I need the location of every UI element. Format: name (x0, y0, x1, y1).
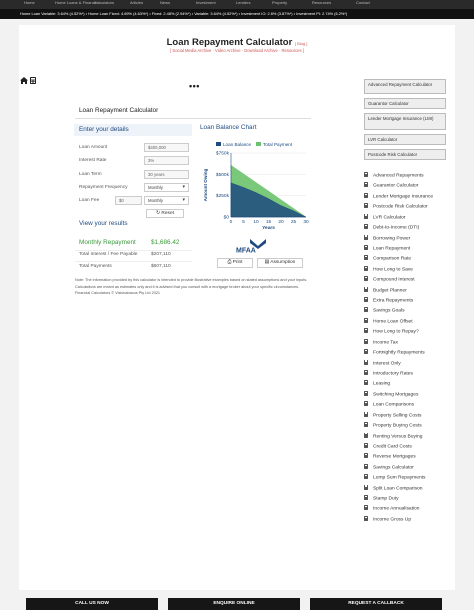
sidebar-link[interactable] (364, 453, 416, 460)
top-nav-item[interactable]: Property (272, 0, 288, 5)
sidebar-link[interactable] (364, 360, 401, 367)
y-axis-label: Amount Owing (203, 168, 208, 202)
sidebar-link-label: Switching Mortgages (373, 392, 419, 398)
sidebar-link[interactable] (364, 474, 425, 481)
loan-fee-input[interactable]: $0 (115, 196, 142, 205)
loan-fee-label: Loan Fee (79, 198, 100, 203)
top-nav-item[interactable]: Home Loans & Finance (55, 0, 97, 5)
enter-details-heading: Enter your details (74, 124, 192, 136)
calculator-icon (364, 380, 368, 385)
sidebar-link[interactable] (364, 516, 411, 523)
sidebar-link[interactable] (364, 245, 410, 252)
calculator-icon (364, 266, 368, 271)
sidebar-link-label: Property Buying Costs (373, 423, 422, 429)
calculator-icon (364, 287, 368, 292)
sidebar-link[interactable] (364, 193, 433, 200)
sidebar-link-label: Loan Comparisons (373, 402, 415, 408)
sidebar-link-label: Advanced Repayments (373, 173, 424, 179)
reset-button[interactable] (146, 209, 184, 218)
calculator-icon (364, 182, 368, 187)
calculator-icon (364, 245, 368, 250)
legend-label: Total Payment (263, 141, 293, 147)
sidebar-link-label: Fortnightly Repayments (373, 350, 425, 356)
top-nav-item[interactable]: News (160, 0, 171, 5)
calculator-icon (364, 203, 368, 208)
sidebar-link[interactable] (364, 380, 390, 387)
sidebar-button[interactable]: LVR Calculator (364, 134, 446, 145)
sidebar-link[interactable] (364, 443, 412, 450)
calculator-icon (364, 433, 368, 438)
sidebar-link-label: Split Loan Comparison (373, 486, 423, 492)
x-tick-label: 5 (242, 220, 245, 225)
sidebar-link-label: Savings Goals (373, 308, 405, 314)
calculator-icon (364, 360, 368, 365)
archive-links[interactable]: [ Social Media Archive · Video Archive · Download Archive · Resources ] (170, 48, 304, 53)
sidebar-link-label: Lender Mortgage Insurance (373, 194, 434, 200)
y-tick-label: $750k (215, 151, 229, 157)
calculator-icon (364, 495, 368, 500)
sidebar-link-label: Leasing (373, 381, 391, 387)
sidebar-link-label: Income Gross Up (373, 517, 412, 523)
disclaimer-note: Note: The information provided by this calculator is intended to provide illustrative examples based on stated assumptions and your inputs. Calculations are meant as estimates only and it is advised that you consult with a mortgage broker about your specific circumstances. Financial Calculators © Visionabacus Pty Ltd 2021 (75, 278, 308, 296)
sidebar-link-label: Guarantor Calculator (373, 183, 419, 189)
sidebar-link[interactable] (364, 276, 415, 283)
calculator-icon (364, 307, 368, 312)
assumption-icon: ▤ (264, 260, 270, 265)
reset-icon: ↻ (156, 211, 161, 216)
sidebar-link[interactable] (364, 214, 406, 221)
x-tick-label: 25 (290, 220, 297, 225)
calculator-icon (364, 453, 368, 458)
calculator-icon (364, 505, 368, 510)
sidebar-link[interactable] (364, 370, 413, 377)
calculator-icon (364, 464, 368, 469)
total-payments-value: $607,110 (151, 264, 171, 269)
calculator-icon (364, 391, 368, 396)
calculator-icon (364, 193, 368, 198)
calculator-icon (364, 276, 368, 281)
sidebar-link[interactable] (364, 485, 422, 492)
site-title (0, 37, 474, 48)
sidebar-link-label: How Long to Save (373, 267, 413, 273)
calculator-icon (364, 516, 368, 521)
top-nav-item[interactable]: Contact (356, 0, 370, 5)
sidebar-link-label: Interest Only (373, 361, 401, 367)
sidebar-link[interactable] (364, 307, 405, 314)
y-tick-label: $500k (215, 172, 229, 178)
legend-swatch (216, 142, 221, 146)
sidebar-link-label: How Long to Repay? (373, 329, 419, 335)
sidebar-link[interactable] (364, 287, 407, 294)
sidebar-link-label: Comparison Rate (373, 256, 412, 262)
sidebar-link[interactable] (364, 328, 419, 335)
sidebar-link-label: Income Annualisation (373, 506, 420, 512)
sidebar-link[interactable] (364, 412, 421, 419)
sidebar-link[interactable] (364, 349, 425, 356)
calculator-icon (364, 485, 368, 490)
mfaa-text: MFAA (236, 247, 256, 253)
sidebar-link[interactable] (364, 172, 424, 179)
mfaa-logo (236, 237, 276, 253)
sidebar-link[interactable] (364, 401, 414, 408)
total-interest-label: Total Interest / Fee Payable (79, 252, 138, 257)
x-tick-label: 10 (253, 220, 259, 225)
sidebar-button[interactable]: Postcode Risk Calculator (364, 149, 446, 160)
print-button[interactable] (217, 258, 253, 268)
sidebar-link-label: Debt-to-Income (DTI) (373, 225, 420, 231)
calculator-icon (364, 370, 368, 375)
sidebar-link-label: Budget Planner (373, 288, 407, 294)
top-navigation (0, 0, 474, 9)
sidebar-link-label: Stamp Duty (373, 496, 399, 502)
calculator-icon (364, 339, 368, 344)
calculator-icon (364, 214, 368, 219)
x-tick-label: 20 (278, 220, 284, 225)
sidebar-link-label: Income Tax (373, 340, 398, 346)
calculator-title: Loan Repayment Calculator (79, 107, 159, 114)
legend-label: Loan Balance (223, 141, 252, 147)
frequency-label: Repayment Frequency (79, 185, 128, 190)
top-nav-item[interactable]: Home (24, 0, 35, 5)
interest-rate-input[interactable]: 3% (144, 156, 189, 165)
calculator-icon (364, 297, 368, 302)
sidebar-link[interactable] (364, 422, 422, 429)
calculator-icon (364, 349, 368, 354)
sidebar-link-label: Postcode Risk Calculator (373, 204, 428, 210)
calculator-icon[interactable] (30, 77, 36, 84)
sidebar-link[interactable] (364, 203, 428, 210)
assumption-label: Assumption (270, 260, 296, 265)
loan-amount-input[interactable]: $400,000 (144, 143, 189, 152)
sidebar-button[interactable]: Guarantor Calculator (364, 98, 446, 109)
more-options-icon[interactable]: ••• (189, 81, 200, 91)
request-callback-button[interactable]: REQUEST A CALLBACK (310, 598, 442, 610)
sidebar-link[interactable] (364, 339, 398, 346)
monthly-repayment-label: Monthly Repayment (79, 239, 136, 246)
calculator-icon (364, 474, 368, 479)
sidebar-button[interactable]: Advanced Repayment Calculator (364, 79, 446, 94)
monthly-repayment-value: $1,686.42 (151, 239, 180, 246)
sidebar-link[interactable] (364, 255, 411, 262)
sidebar-button[interactable]: Lender Mortgage Insurance (LMI) (364, 113, 446, 130)
print-label: Print (232, 260, 243, 265)
loan-term-input[interactable]: 30 years (144, 170, 189, 179)
sidebar-link[interactable] (364, 297, 413, 304)
top-nav-item[interactable]: Articles (130, 0, 144, 5)
sidebar-link[interactable] (364, 182, 418, 189)
print-icon: ⎙ (227, 260, 232, 265)
sidebar-link-label: Extra Repayments (373, 298, 414, 304)
calculator-icon (364, 412, 368, 417)
interest-rate-label: Interest Rate (79, 158, 107, 163)
calculator-icon (364, 422, 368, 427)
sidebar-link[interactable] (364, 391, 418, 398)
divider (75, 261, 192, 262)
sidebar-link-label: Lump Sum Repayments (373, 475, 426, 481)
loan-balance-chart (200, 140, 312, 232)
loan-amount-label: Loan Amount (79, 145, 108, 150)
results-heading: View your results (79, 220, 128, 227)
series-area-loan-balance (231, 183, 306, 217)
sidebar-link-label: Savings Calculator (373, 465, 414, 471)
top-nav-item[interactable]: Calculators (94, 0, 115, 5)
loan-fee-frequency-select[interactable]: Monthly ▾ (144, 196, 189, 205)
calculator-icon (364, 401, 368, 406)
calculator-icon (364, 318, 368, 323)
sidebar-link[interactable] (364, 266, 413, 273)
sidebar-link-label: Introductory Rates (373, 371, 413, 377)
loan-term-label: Loan Term (79, 172, 102, 177)
sidebar-link-label: Compound Interest (373, 277, 415, 283)
call-us-button[interactable]: CALL US NOW (26, 598, 158, 610)
sidebar-link[interactable] (364, 318, 413, 325)
sidebar-link[interactable] (364, 495, 399, 502)
divider (75, 250, 192, 251)
top-nav-item[interactable]: Resources (312, 0, 332, 5)
calculator-icon (364, 255, 368, 260)
sidebar-link[interactable] (364, 235, 410, 242)
calculator-icon (364, 172, 368, 177)
x-tick-label: 0 (229, 220, 233, 225)
sidebar-link[interactable] (364, 505, 420, 512)
blog-link[interactable]: [ Blog ] (294, 41, 308, 46)
header-icons (20, 77, 36, 84)
sidebar-link-label: Reverse Mortgages (373, 454, 416, 460)
x-tick-label: 30 (303, 220, 309, 225)
sidebar-link-label: Loan Repayment (373, 246, 411, 252)
sidebar-link-label: Property Selling Costs (373, 413, 422, 419)
reset-label: Reset (161, 211, 174, 216)
site-title-text: Loan Repayment Calculator (166, 37, 293, 48)
assumption-button[interactable] (257, 258, 303, 268)
home-icon[interactable] (20, 77, 28, 84)
sidebar-link-label: Home Loan Offset (373, 319, 413, 325)
legend-swatch (256, 142, 261, 146)
y-tick-label: $0 (223, 215, 229, 221)
calculator-icon (364, 443, 368, 448)
sidebar-link-label: Renting Versus Buying (373, 434, 423, 439)
divider (75, 118, 311, 119)
y-tick-label: $250k (215, 194, 229, 200)
x-tick-label: 15 (265, 220, 272, 225)
sidebar-link[interactable] (364, 464, 414, 471)
calculator-icon (364, 224, 368, 229)
frequency-select[interactable]: Monthly ▾ (144, 183, 189, 192)
top-nav-item[interactable]: Lenders (236, 0, 251, 5)
enquire-online-button[interactable]: ENQUIRE ONLINE (168, 598, 300, 610)
sidebar-link-label: Borrowing Power (373, 236, 411, 242)
calculator-icon (364, 328, 368, 333)
rates-ticker: Home Loan Variable: 3.64% (4.52%*) • Home Loan Fixed: 4.69% (4.63%*) • Fixed: 2.48% (2.94%*) • Variable: 3.64% (4.52%*) • Investment IO: 2.6% (3.87%*) • Investment PI: 2.74% (6.2%*) (0, 9, 474, 19)
sidebar-link[interactable] (364, 433, 422, 440)
sidebar-link-label: LVR Calculator (373, 215, 406, 221)
calculator-icon (364, 235, 368, 240)
chart-title: Loan Balance Chart (200, 124, 257, 131)
sidebar-link-label: Credit Card Costs (373, 444, 412, 450)
total-payments-label: Total Payments (79, 264, 112, 269)
total-interest-value: $207,110 (151, 252, 171, 257)
sidebar-link[interactable] (364, 224, 419, 231)
top-nav-item[interactable]: Investment (196, 0, 216, 5)
x-axis-label: Years (262, 226, 275, 231)
